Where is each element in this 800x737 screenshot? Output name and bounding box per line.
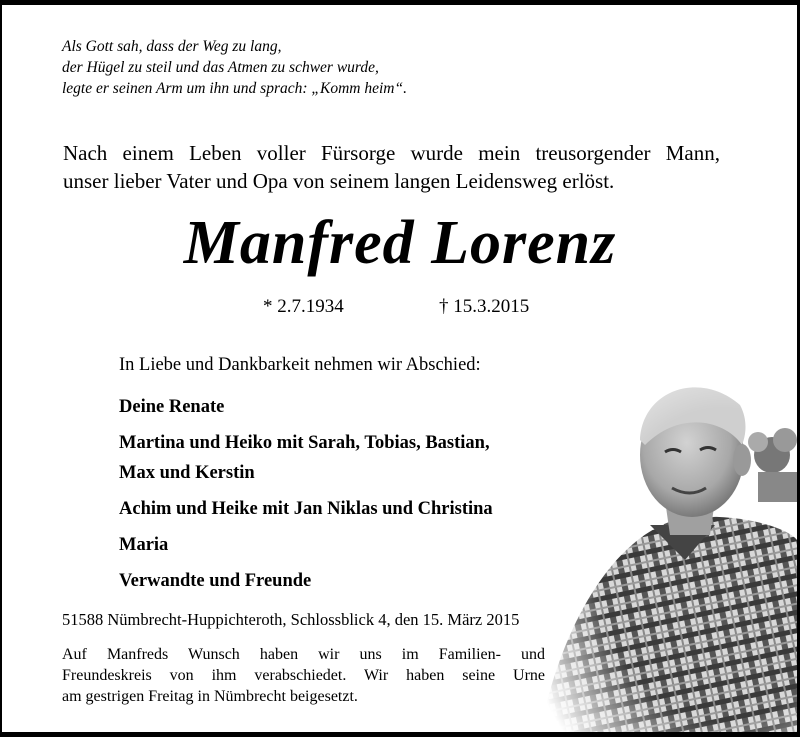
poem (62, 36, 407, 99)
mourner-entry (119, 530, 493, 560)
mourner-line: Max und Kerstin (119, 463, 255, 483)
burial-notice (62, 644, 545, 707)
intro-text (63, 139, 720, 195)
mourner-line: Maria (119, 535, 169, 555)
place-and-date: 51588 Nümbrecht-Huppichteroth, Schlossblick 4, den 15. März 2015 (62, 610, 520, 629)
death-date: † 15.3.2015 (439, 296, 530, 317)
mourner-line: Martina und Heiko mit Sarah, Tobias, Bastian, (119, 433, 490, 453)
notice-line: am gestrigen Freitag in Nümbrecht beigesetzt. (62, 688, 358, 705)
notice-line: Freundeskreis von ihm verabschiedet. Wir haben seine Urne (62, 667, 545, 684)
mourner-line: Verwandte und Freunde (119, 571, 312, 591)
mourner-line: Achim und Heike mit Jan Niklas und Christina (119, 499, 493, 519)
poem-line: der Hügel zu steil und das Atmen zu schwer wurde, (62, 59, 379, 76)
mourner-entry (119, 566, 493, 596)
intro-line: Nach einem Leben voller Fürsorge wurde mein treusorgender Mann, (63, 141, 720, 165)
mourner-line: Deine Renate (119, 397, 225, 417)
mourner-entry (119, 392, 493, 422)
birth-date: * 2.7.1934 (263, 296, 344, 317)
mourners-list (119, 392, 493, 602)
poem-line: Als Gott sah, dass der Weg zu lang, (62, 38, 282, 55)
farewell-line: In Liebe und Dankbarkeit nehmen wir Abschied: (119, 355, 481, 375)
mourner-entry (119, 428, 493, 488)
intro-line: unser lieber Vater und Opa von seinem langen Leidensweg erlöst. (63, 169, 615, 193)
deceased-name: Manfred Lorenz (183, 209, 617, 277)
mourner-entry (119, 494, 493, 524)
poem-line: legte er seinen Arm um ihn und sprach: „Komm heim“. (62, 80, 407, 97)
notice-line: Auf Manfreds Wunsch haben wir uns im Familien- und (62, 646, 545, 663)
